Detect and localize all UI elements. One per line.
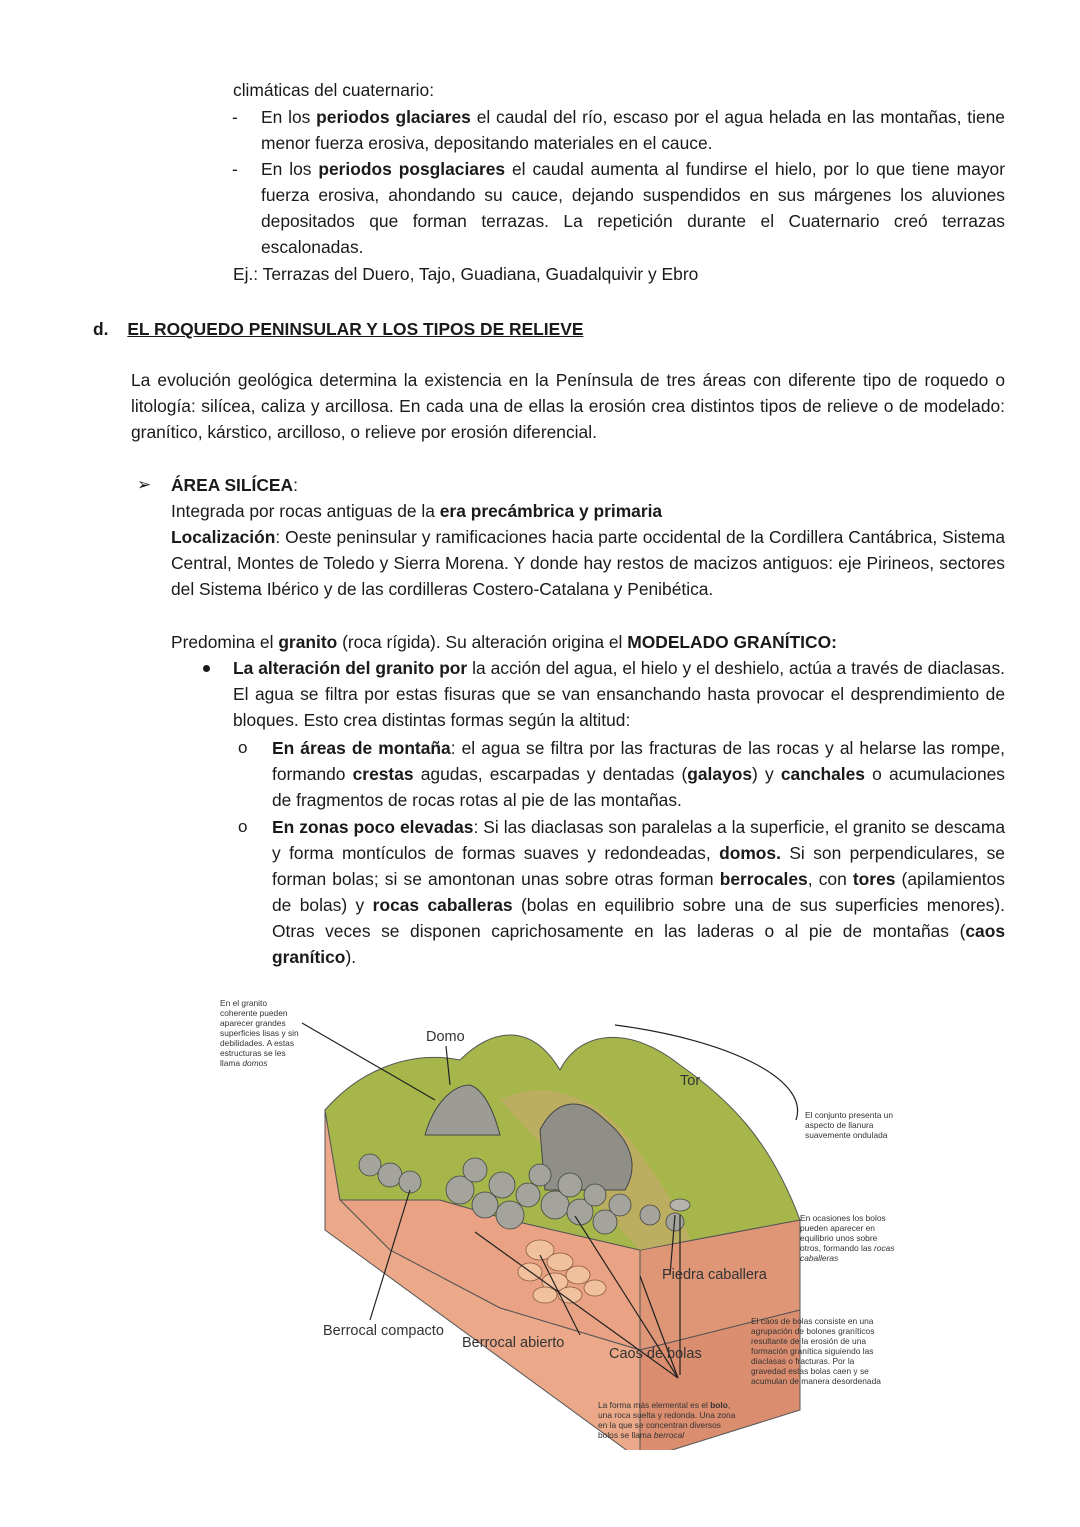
section-heading: [93, 316, 583, 342]
predomina-line: Predomina el granito (roca rígida). Su alteración origina el MODELADO GRANÍTICO:: [171, 632, 837, 652]
balanced-rock: [670, 1199, 690, 1211]
caption-caos: El caos de bolas consiste en una agrupación de bolones graníticos resultante de la erosión de una formación granítica siguiendo las diaclasas o fracturas. Por la gravedad estas bolas caen y se acumulan de manera desordenada: [751, 1316, 881, 1386]
granite-landform-figure: [210, 990, 910, 1450]
dash-marker: -: [232, 159, 238, 179]
circle-bullet-icon: o: [238, 738, 248, 757]
example-line: Ej.: Terrazas del Duero, Tajo, Guadiana, Guadalquivir y Ebro: [233, 264, 699, 284]
dash-item-posglaciares: En los periodos posglaciares el caudal aumenta al fundirse el hielo, por lo que tiene mayor fuerza erosiva, ahondando su cauce, dejando suspendidos en sus márgenes los aluviones depositados que forman terrazas. La repetición durante el Cuaternario creó terrazas escalonadas.: [261, 159, 1005, 257]
caption-caballeras: En ocasiones los bolos pueden aparecer en equilibrio unos sobre otros, formando las rocas caballeras: [800, 1213, 895, 1263]
label-berrocal-compacto: Berrocal compacto: [323, 1323, 444, 1339]
label-berrocal-abierto: Berrocal abierto: [462, 1335, 565, 1351]
sub-item-montana: En áreas de montaña: el agua se filtra por las fracturas de las rocas y al helarse las rompe, formando crestas agudas, escarpadas y dentadas (galayos) y canchales o acumulaciones de fragmentos de rocas rotas al pie de las montañas.: [272, 738, 1005, 810]
intro-line: climáticas del cuaternario:: [233, 80, 435, 100]
integrada-line: Integrada por rocas antiguas de la era precámbrica y primaria: [171, 501, 663, 521]
dash-marker: -: [232, 107, 238, 127]
sub-item-zonas-bajas: En zonas poco elevadas: Si las diaclasas son paralelas a la superficie, el granito se descama y forma montículos de formas suaves y redondeadas, domos. Si son perpendiculares, se forman bolas; si se amontonan unas sobre otras forman berrocales, con tores (apilamientos de bolas) y rocas caballeras (bolas en equilibrio sobre una de sus superficies menores). Otras veces se disponen caprichosamente en las laderas o al pie de montañas (caos granítico).: [272, 817, 1006, 967]
bullet-alteracion: La alteración del granito por la acción del agua, el hielo y el deshielo, actúa a través de diaclasas. El agua se filtra por estas fisuras que se van ensanchando hasta provocar el desprendimiento de bloques. Esto crea distintas formas según la altitud:: [233, 658, 1005, 730]
label-tor: Tor: [680, 1073, 701, 1089]
section-paragraph: La evolución geológica determina la existencia en la Península de tres áreas con diferente tipo de roquedo o litología: silícea, caliza y arcillosa. En cada una de ellas la erosión crea distintos tipos de relieve o de modelado: granítico, kárstico, arcilloso, o relieve por erosión diferencial.: [131, 370, 1005, 442]
dash-item-glaciares: En los periodos glaciares el caudal del río, escaso por el agua helada en las montañas, tiene menor fuerza erosiva, depositando materiales en el cauce.: [261, 107, 1005, 153]
caption-llanura: El conjunto presenta un aspecto de llanura suavemente ondulada: [805, 1110, 893, 1140]
label-piedra-caballera: Piedra caballera: [662, 1267, 767, 1283]
area-title: ÁREA SILÍCEA:: [171, 475, 298, 495]
label-domo: Domo: [426, 1029, 465, 1045]
localizacion-paragraph: Localización: Oeste peninsular y ramificaciones hacia parte occidental de la Cordillera Cantábrica, Sistema Central, Montes de Toledo y Sierra Morena. Y donde hay restos de macizos antiguos: eje Pirineos, sectores del Sistema Ibérico y de las cordilleras Costero-Catalana y Penibética.: [171, 527, 1005, 599]
caption-bolo: La forma más elemental es el bolo, una roca suelta y redonda. Una zona en la que se concentran diversos bolos se llama berrocal: [598, 1400, 736, 1440]
bullet-dot-icon: [203, 665, 210, 672]
circle-bullet-icon: o: [238, 817, 248, 836]
section-title: EL ROQUEDO PENINSULAR Y LOS TIPOS DE RELIEVE: [127, 319, 584, 339]
arrow-bullet-icon: ➢: [137, 475, 152, 494]
label-caos-de-bolas: Caos de bolas: [609, 1346, 702, 1362]
caption-domos: En el granito coherente pueden aparecer grandes superficies lisas y sin debilidades. A estas estructuras se les llama domos: [220, 998, 299, 1068]
section-letter: d.: [93, 319, 109, 339]
